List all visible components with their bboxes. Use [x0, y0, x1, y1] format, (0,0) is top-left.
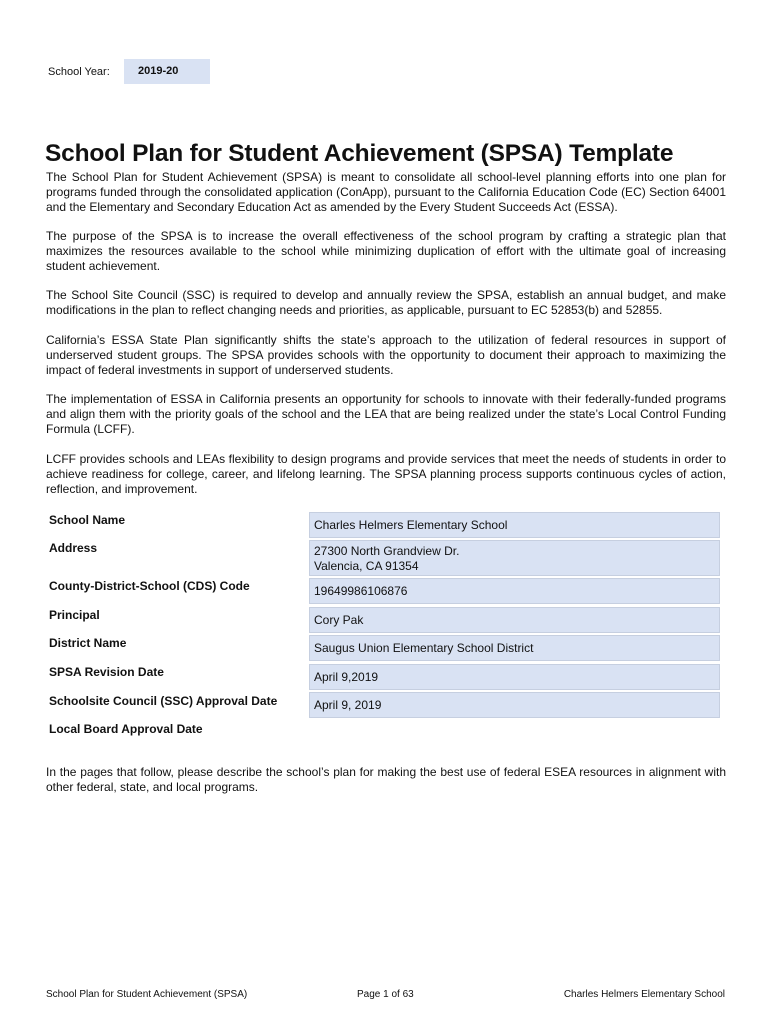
school-year-label: School Year:: [48, 65, 110, 78]
school-name-field[interactable]: Charles Helmers Elementary School: [309, 512, 720, 538]
school-name-label: School Name: [49, 513, 126, 527]
revision-date-field[interactable]: April 9,2019: [309, 664, 720, 690]
cds-code-field[interactable]: 19649986106876: [309, 578, 720, 604]
footer-document-title: School Plan for Student Achievement (SPSA): [46, 989, 248, 1000]
footer-page-number: Page 1 of 63: [357, 989, 414, 1000]
principal-label: Principal: [49, 608, 100, 622]
paragraph-lcff: LCFF provides schools and LEAs flexibility to design programs and provide services that meet the needs of students in order to achieve readiness for college, career, and lifelong learning. The SPSA planning process supports continuous cycles of action, reflection, and improvement.: [46, 452, 726, 496]
address-line-1: 27300 North Grandview Dr.: [314, 544, 460, 558]
ssc-approval-field[interactable]: April 9, 2019: [309, 692, 720, 718]
district-name-label: District Name: [49, 636, 127, 650]
school-year-field[interactable]: 2019-20: [124, 59, 210, 84]
principal-field[interactable]: Cory Pak: [309, 607, 720, 633]
cds-code-label: County-District-School (CDS) Code: [49, 579, 250, 593]
address-line-2: Valencia, CA 91354: [314, 559, 419, 573]
paragraph-ssc: The School Site Council (SSC) is required to develop and annually review the SPSA, establish an annual budget, and make modifications in the plan to reflect changing needs and priorities, as applicable, pursuant to EC 52853(b) and 52855.: [46, 288, 726, 317]
address-field[interactable]: [309, 540, 720, 576]
address-label: Address: [49, 541, 98, 555]
district-name-field[interactable]: Saugus Union Elementary School District: [309, 635, 720, 661]
paragraph-purpose: The purpose of the SPSA is to increase the overall effectiveness of the school program by crafting a strategic plan that maximizes the resources available to the school while minimizing duplication of effort with the ultimate goal of increasing student achievement.: [46, 229, 726, 273]
page-title: School Plan for Student Achievement (SPSA) Template: [45, 140, 674, 167]
footer-school-name: Charles Helmers Elementary School: [563, 989, 725, 1000]
paragraph-essa-state-plan: California’s ESSA State Plan significantly shifts the state’s approach to the utilization of federal resources in support of underserved student groups. The SPSA provides schools with the opportunity to document their approach to maximizing the impact of federal investments in support of underserved students.: [46, 333, 726, 377]
paragraph-essa-implementation: The implementation of ESSA in California presents an opportunity for schools to innovate with their federally-funded programs and align them with the priority goals of the school and the LEA that are being realized under the state’s Local Control Funding Formula (LCFF).: [46, 392, 726, 436]
ssc-approval-label: Schoolsite Council (SSC) Approval Date: [49, 694, 278, 708]
paragraph-intro: The School Plan for Student Achievement (SPSA) is meant to consolidate all school-level planning efforts into one plan for programs funded through the consolidated application (ConApp), pursuant to the California Education Code (EC) Section 64001 and the Elementary and Secondary Education Act as amended by the Every Student Succeeds Act (ESSA).: [46, 170, 726, 214]
board-approval-label: Local Board Approval Date: [49, 722, 203, 736]
revision-date-label: SPSA Revision Date: [49, 665, 164, 679]
school-year-block: [48, 59, 210, 84]
paragraph-closing: In the pages that follow, please describe the school’s plan for making the best use of federal ESEA resources in alignment with other federal, state, and local programs.: [46, 765, 726, 794]
